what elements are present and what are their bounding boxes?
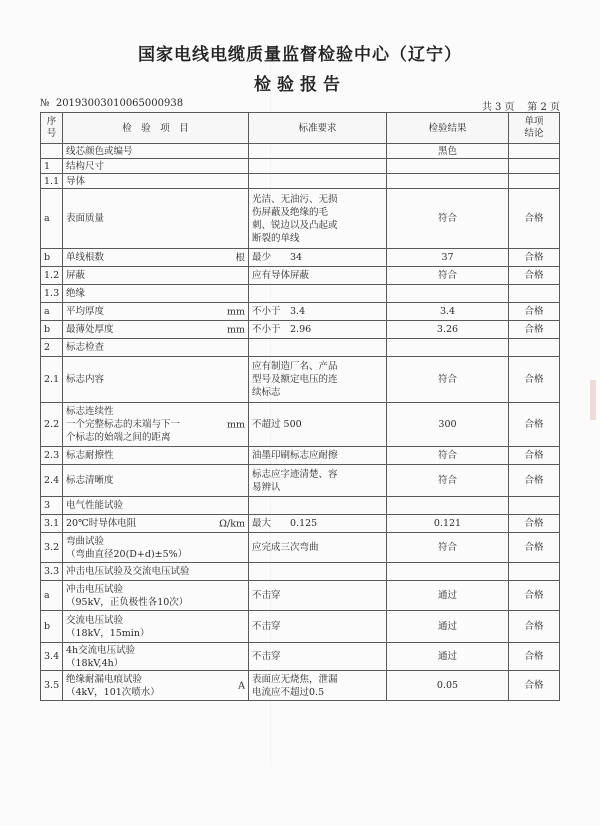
table-row (41, 447, 560, 465)
cell-conclusion (509, 144, 560, 159)
cell-seq: 3.2 (41, 533, 63, 563)
standard-line: 续标志 (252, 387, 281, 398)
cell-standard (249, 144, 387, 159)
cell-standard (249, 267, 387, 285)
cell-seq: b (41, 321, 63, 339)
item-line: 屏蔽 (66, 270, 86, 281)
table-row (41, 249, 560, 267)
report-subtitle: 检验报告 (254, 75, 346, 95)
standard-line: 油墨印刷标志应耐擦 (252, 450, 338, 461)
table-row (41, 321, 560, 339)
item-line: 单线根数 (66, 252, 105, 263)
cell-item (63, 643, 249, 671)
standard-line: 电流应不超过0.5 (252, 686, 325, 698)
table-row (41, 303, 560, 321)
table-row (41, 403, 560, 447)
header-seq: 序 号 (41, 113, 63, 144)
cell-item (63, 533, 249, 563)
cell-seq: a (41, 581, 63, 611)
report-meta (40, 98, 560, 112)
cell-seq: 2 (41, 339, 63, 357)
item-line: 20℃时导体电阻 (66, 518, 137, 529)
report-number-label: № (40, 98, 50, 109)
standard-line: 断裂的单线 (252, 232, 300, 244)
cell-standard (249, 189, 387, 249)
standard-line: 型号及额定电压的连 (252, 374, 338, 385)
cell-result: 符合 (387, 267, 509, 285)
cell-item (63, 267, 249, 285)
standard-line: 不小于 2.96 (252, 324, 312, 335)
cell-result: 37 (387, 249, 509, 267)
item-line: （18kV,4h） (66, 657, 124, 669)
cell-seq: 3.5 (41, 671, 63, 701)
item-line: 标志清晰度 (66, 475, 114, 486)
item-line: 4h交流电压试验 (66, 644, 136, 656)
item-line: 导体 (66, 175, 86, 187)
cell-conclusion (509, 159, 560, 174)
cell-seq: a (41, 189, 63, 249)
cell-result: 符合 (387, 189, 509, 249)
cell-conclusion: 合格 (509, 267, 560, 285)
cell-seq: 2.4 (41, 465, 63, 497)
table-body (41, 144, 560, 701)
standard-line: 不小于 3.4 (252, 306, 306, 317)
table-row (41, 285, 560, 303)
header-standard: 标准要求 (249, 113, 387, 144)
standard-line: 应完成三次弯曲 (252, 542, 319, 553)
item-line: 绝缘耐漏电痕试验 (66, 673, 143, 685)
report-number (40, 98, 183, 109)
item-line: 一个完整标志的末端与下一 (66, 419, 181, 430)
item-line: 冲击电压试验 (66, 583, 124, 595)
cell-item (63, 249, 249, 267)
cell-result: 通过 (387, 581, 509, 611)
cell-standard (249, 447, 387, 465)
table-row (41, 671, 560, 701)
cell-result (387, 339, 509, 357)
cell-conclusion: 合格 (509, 515, 560, 533)
cell-item (63, 189, 249, 249)
cell-seq: 2.2 (41, 403, 63, 447)
table-row (41, 515, 560, 533)
current-page: 第 2 页 (527, 102, 560, 113)
cell-conclusion (509, 285, 560, 303)
item-line: （18kV，15min） (66, 627, 150, 639)
cell-result (387, 159, 509, 174)
cell-result: 符合 (387, 447, 509, 465)
item-line: 表面质量 (66, 213, 105, 224)
total-pages: 共 3 页 (481, 102, 515, 113)
item-line: 最薄处厚度 (66, 324, 114, 335)
cell-result: 3.4 (387, 303, 509, 321)
cell-result: 300 (387, 403, 509, 447)
cell-item (63, 174, 249, 189)
cell-result: 符合 (387, 357, 509, 403)
table-row (41, 144, 560, 159)
standard-line: 易辨认 (252, 481, 281, 493)
item-unit: mm (226, 324, 245, 335)
header-result: 检验结果 (387, 113, 509, 144)
cell-item (63, 611, 249, 643)
item-line: 结构尺寸 (66, 160, 105, 172)
cell-seq: 3.3 (41, 563, 63, 581)
cell-seq: 1.3 (41, 285, 63, 303)
table-row (41, 189, 560, 249)
cell-standard (249, 515, 387, 533)
standard-line: 光洁、无油污、无损 (252, 193, 338, 205)
cell-item (63, 357, 249, 403)
cell-standard (249, 321, 387, 339)
cell-conclusion: 合格 (509, 303, 560, 321)
cell-standard (249, 339, 387, 357)
cell-item (63, 515, 249, 533)
item-line: 电气性能试验 (66, 500, 124, 511)
table-row (41, 174, 560, 189)
standard-line: 不超过 500 (252, 419, 302, 430)
inspection-table (40, 112, 560, 701)
cell-conclusion: 合格 (509, 465, 560, 497)
cell-standard (249, 671, 387, 701)
cell-conclusion: 合格 (509, 189, 560, 249)
cell-standard (249, 174, 387, 189)
table-row (41, 339, 560, 357)
cell-seq: 1.2 (41, 267, 63, 285)
cell-seq (41, 144, 63, 159)
item-line: 绝缘 (66, 288, 86, 299)
cell-result (387, 174, 509, 189)
cell-seq: 3.1 (41, 515, 63, 533)
cell-seq: a (41, 303, 63, 321)
cell-conclusion: 合格 (509, 249, 560, 267)
standard-line: 最大 0.125 (252, 518, 318, 529)
cell-standard (249, 611, 387, 643)
cell-conclusion: 合格 (509, 581, 560, 611)
item-line: 交流电压试验 (66, 614, 124, 626)
item-unit: mm (226, 306, 245, 317)
table-row (41, 533, 560, 563)
standard-line: 标志应字迹清楚、容 (252, 468, 338, 480)
cell-standard (249, 465, 387, 497)
cell-standard (249, 285, 387, 303)
cell-item (63, 285, 249, 303)
standard-line: 最少 34 (252, 252, 303, 263)
item-line: （4kV，101次喷水） (66, 686, 160, 698)
cell-item (63, 303, 249, 321)
page-info (482, 98, 560, 113)
cell-result: 黑色 (387, 144, 509, 159)
header-conclusion: 单项 结论 (509, 113, 560, 144)
report-title: 国家电线电缆质量监督检验中心（辽宁） (138, 45, 462, 65)
item-unit: mm (226, 419, 245, 430)
cell-standard (249, 403, 387, 447)
item-line: 标志连续性 (66, 406, 114, 417)
report-number-value: 20193003010065000938 (55, 98, 184, 109)
header-item: 检 验 项 目 (63, 113, 249, 144)
cell-standard (249, 643, 387, 671)
cell-conclusion (509, 497, 560, 515)
cell-seq: 3 (41, 497, 63, 515)
cell-result: 符合 (387, 465, 509, 497)
cell-result: 0.121 (387, 515, 509, 533)
cell-item (63, 321, 249, 339)
cell-item (63, 159, 249, 174)
seal-edge (590, 380, 596, 420)
item-line: （95kV，正负极性各10次） (66, 596, 189, 608)
item-line: 线芯颜色或编号 (66, 145, 133, 157)
cell-conclusion (509, 563, 560, 581)
cell-seq: 2.3 (41, 447, 63, 465)
cell-conclusion: 合格 (509, 611, 560, 643)
cell-item (63, 563, 249, 581)
cell-conclusion: 合格 (509, 643, 560, 671)
cell-conclusion: 合格 (509, 533, 560, 563)
cell-item (63, 671, 249, 701)
cell-result: 通过 (387, 611, 509, 643)
table-row (41, 159, 560, 174)
cell-conclusion: 合格 (509, 357, 560, 403)
cell-result (387, 497, 509, 515)
standard-line: 伤屏蔽及绝缘的毛 (252, 206, 329, 218)
item-line: 标志检查 (66, 342, 105, 353)
cell-result: 符合 (387, 533, 509, 563)
cell-seq: 1.1 (41, 174, 63, 189)
table-row (41, 563, 560, 581)
cell-seq: 2.1 (41, 357, 63, 403)
cell-item (63, 403, 249, 447)
cell-standard (249, 533, 387, 563)
item-line: 标志内容 (66, 374, 105, 385)
cell-conclusion: 合格 (509, 403, 560, 447)
cell-standard (249, 497, 387, 515)
standard-line: 刺、锐边以及凸起或 (252, 219, 338, 231)
cell-item (63, 581, 249, 611)
standard-line: 应有导体屏蔽 (252, 270, 310, 281)
cell-conclusion: 合格 (509, 671, 560, 701)
standard-line: 表面应无烧焦，泄漏 (252, 673, 338, 685)
table-row (41, 643, 560, 671)
cell-item (63, 465, 249, 497)
cell-seq: b (41, 611, 63, 643)
cell-result (387, 285, 509, 303)
item-unit: Ω/km (219, 518, 245, 529)
standard-line: 不击穿 (252, 651, 281, 662)
table-row (41, 497, 560, 515)
cell-standard (249, 249, 387, 267)
item-line: 标志耐擦性 (66, 450, 114, 461)
cell-standard (249, 159, 387, 174)
table-row (41, 465, 560, 497)
item-line: 平均厚度 (66, 306, 105, 317)
cell-result: 0.05 (387, 671, 509, 701)
cell-item (63, 447, 249, 465)
item-line: （弯曲直径20(D+d)±5%） (66, 548, 188, 560)
item-line: 冲击电压试验及交流电压试验 (66, 566, 190, 577)
cell-result (387, 563, 509, 581)
cell-result: 3.26 (387, 321, 509, 339)
table-row (41, 267, 560, 285)
cell-conclusion (509, 339, 560, 357)
standard-line: 应有制造厂名、产品 (252, 361, 338, 372)
cell-seq: b (41, 249, 63, 267)
item-line: 个标志的始端之间的距离 (66, 432, 171, 443)
cell-item (63, 339, 249, 357)
cell-standard (249, 303, 387, 321)
cell-standard (249, 357, 387, 403)
table-row (41, 357, 560, 403)
table-row (41, 611, 560, 643)
cell-seq: 1 (41, 159, 63, 174)
item-unit: 根 (235, 252, 245, 263)
table-row (41, 581, 560, 611)
table-header-row (41, 113, 560, 144)
cell-conclusion (509, 174, 560, 189)
cell-conclusion: 合格 (509, 321, 560, 339)
standard-line: 不击穿 (252, 621, 281, 632)
cell-result: 通过 (387, 643, 509, 671)
item-unit: A (238, 680, 245, 691)
cell-conclusion: 合格 (509, 447, 560, 465)
cell-seq: 3.4 (41, 643, 63, 671)
cell-item (63, 497, 249, 515)
item-line: 弯曲试验 (66, 535, 105, 547)
cell-item (63, 144, 249, 159)
standard-line: 不击穿 (252, 590, 281, 601)
cell-standard (249, 581, 387, 611)
cell-standard (249, 563, 387, 581)
